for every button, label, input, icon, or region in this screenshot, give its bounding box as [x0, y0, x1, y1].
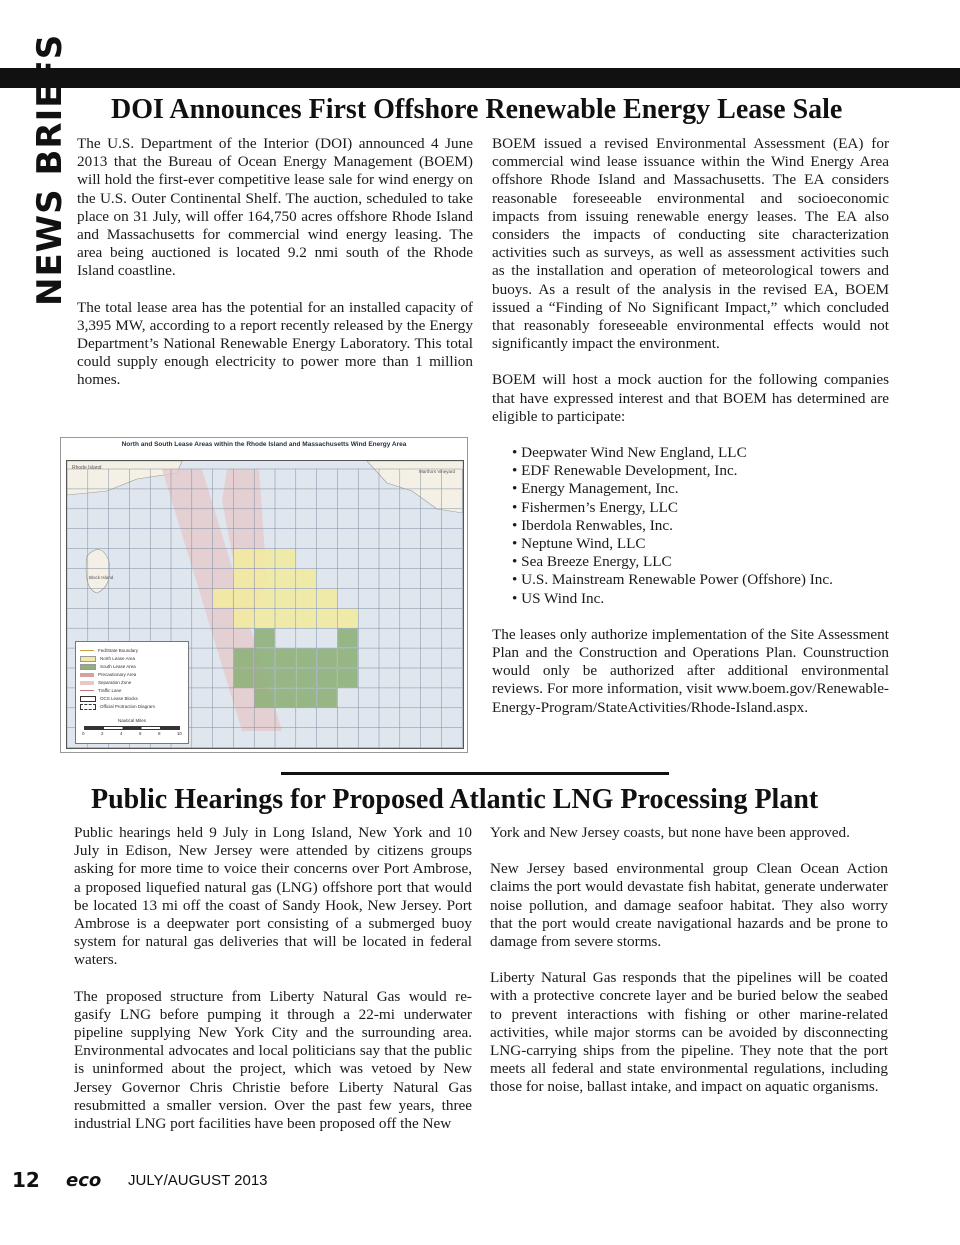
article1-paragraph-3: BOEM issued a revised Environmental Assessment (EA) for commercial wind lease issuance within the Wind Energy Area offshore Rhode Island and Massachusetts. The EA considers reasonable foreseeable environmental and socioeconomic impacts from issuing renewable energy leases. The EA also considers the impacts of conducting site characterization activities such as surveys, as well as assessment activities such as the installation and operation of meteorological towers and buoys. As a result of the analysis in the revised EA, BOEM issued a “Finding of No Significant Impact,” which concluded that reasonably foreseeable environmental effects would not significantly impact the environment.: [492, 135, 889, 353]
lease-block: [317, 609, 337, 628]
lease-block: [296, 589, 316, 608]
scale-tick: 2: [100, 731, 104, 736]
lease-block: [296, 609, 316, 628]
lease-block: [317, 649, 337, 668]
map-label-rhode-island: Rhode Island: [72, 465, 102, 471]
company-item: • Fishermen’s Energy, LLC: [512, 499, 889, 517]
legend-item: Official Protraction Diagram: [80, 704, 155, 710]
lease-block: [255, 549, 275, 568]
lease-block: [276, 569, 296, 588]
lease-block: [338, 609, 358, 628]
lease-block: [296, 569, 316, 588]
lease-block: [317, 669, 337, 688]
lease-block: [255, 589, 275, 608]
scale-tick: 0: [82, 731, 85, 736]
legend-item: OCS Lease Blocks: [80, 696, 138, 702]
scale-bar: [78, 726, 186, 736]
legend-item: Fed/State Boundary: [80, 648, 138, 653]
company-item: • Iberdola Renwables, Inc.: [512, 517, 889, 535]
lease-area-map: [60, 437, 468, 753]
legend-item: Traffic Lane: [80, 688, 122, 693]
company-item: • U.S. Mainstream Renewable Power (Offshore) Inc.: [512, 571, 889, 589]
article2-column-2: [490, 824, 888, 1115]
article2-paragraph-3: York and New Jersey coasts, but none have been approved.: [490, 824, 850, 841]
lease-block: [296, 649, 316, 668]
lease-block: [276, 649, 296, 668]
company-item: • Sea Breeze Energy, LLC: [512, 553, 889, 571]
scale-tick: 4: [119, 731, 123, 736]
article2-headline: Public Hearings for Proposed Atlantic LNG Processing Plant: [91, 784, 819, 815]
magazine-logo: eco: [66, 1170, 102, 1191]
issue-date: JULY/AUGUST 2013: [128, 1172, 268, 1189]
map-legend: [75, 641, 189, 744]
lease-block: [276, 669, 296, 688]
lease-block: [255, 669, 275, 688]
lease-block: [234, 589, 254, 608]
article1-column-2: [492, 135, 889, 735]
lease-block: [338, 649, 358, 668]
lease-block: [234, 569, 254, 588]
lease-block: [276, 609, 296, 628]
lease-block: [317, 688, 337, 707]
lease-block: [276, 549, 296, 568]
lease-block: [234, 669, 254, 688]
legend-item: North Lease Area: [80, 656, 135, 662]
lease-block: [276, 589, 296, 608]
scale-tick: 8: [157, 731, 161, 736]
lease-block: [317, 589, 337, 608]
lease-block: [255, 649, 275, 668]
lease-block: [255, 609, 275, 628]
lease-block: [234, 549, 254, 568]
scale-label: Nautical Miles: [117, 718, 146, 723]
lease-block: [213, 589, 233, 608]
lease-block: [234, 649, 254, 668]
legend-item: Precautionary Area: [80, 672, 136, 677]
article2-column-1: [74, 824, 472, 1151]
article-divider: [281, 772, 669, 775]
lease-block: [234, 609, 254, 628]
section-label: NEWS BRIEFS: [30, 34, 70, 307]
company-item: • EDF Renewable Development, Inc.: [512, 462, 889, 480]
article1-paragraph-1: The U.S. Department of the Interior (DOI) announced 4 June 2013 that the Bureau of Ocean Energy Management (BOEM) will hold the first-ever competitive lease sale for wind energy on the U.S. Outer Continental Shelf. The auction, scheduled to take place on 31 July, will offer 164,750 acres offshore Rhode Island and Massachusetts for commercial wind energy leasing. The area being auctioned is located 9.2 nmi south of the Rhode Island coastline.: [77, 135, 473, 280]
article1-headline: DOI Announces First Offshore Renewable Energy Lease Sale: [111, 94, 843, 125]
article2-paragraph-5: Liberty Natural Gas responds that the pipelines will be coated with a protective concrete layer and be buried below the seabed to prevent interactions with fishing or other marine-related activities, while major storms can be avoided by disconnecting LNG-carrying ships from the pipeline. They note that the port meets all federal and state environmental regulations, including those for noise, ballast intake, and impact on aquatic organisms.: [490, 969, 888, 1096]
company-item: • Neptune Wind, LLC: [512, 535, 889, 553]
article2-paragraph-4: New Jersey based environmental group Clean Ocean Action claims the port would devastate fish habitat, generate underwater noise pollution, and damage seafoor habitat. They also worry that the port would create navigational hazards and be prone to damage from severe storms.: [490, 860, 888, 951]
lease-block: [255, 569, 275, 588]
map-label-block-island: Block Island: [89, 575, 114, 580]
map-canvas: [66, 460, 464, 749]
article2-paragraph-2: The proposed structure from Liberty Natural Gas would re-gasify LNG before pumping it through a 22-mi underwater pipeline supplying New York City and the surrounding area. Environmental advocates and local politicians say that the public is uninformed about the project, which was vetoed by New Jersey Governor Chris Christie before Liberty Natural Gas resubmitted a smaller version. Over the past few years, three industrial LNG port facilities have been proposed off the New: [74, 987, 472, 1133]
map-label-marthas-vineyard: Martha's Vineyard: [419, 469, 456, 474]
article1-column-1: [77, 135, 473, 408]
scale-tick: 6: [138, 731, 142, 736]
lease-block: [255, 629, 275, 648]
lease-block: [296, 669, 316, 688]
company-item: • US Wind Inc.: [512, 590, 889, 608]
map-title: North and South Lease Areas within the Rhode Island and Massachusetts Wind Energy Area: [121, 441, 407, 448]
article2-paragraph-1: Public hearings held 9 July in Long Island, New York and 10 July in Edison, New Jersey were attended by citizens groups asking for more time to voice their concerns over Port Ambrose, a proposed liquefied natural gas (LNG) offshore port that would be located 13 mi off the coast of Sandy Hook, New Jersey. Port Ambrose is a deepwater port consisting of a submerged buoy system for natural gas deliveries that will be located in federal waters.: [74, 824, 472, 969]
company-list: [512, 444, 889, 608]
legend-item: Separation Zone: [80, 680, 131, 685]
article1-paragraph-2: The total lease area has the potential for an installed capacity of 3,395 MW, according to a report recently released by the Energy Department’s National Renewable Energy Laboratory. This total could supply enough electricity to power more than 1 million homes.: [77, 298, 473, 389]
lease-block: [255, 688, 275, 707]
header-bar: [0, 68, 960, 88]
scale-tick: 10: [176, 731, 182, 736]
lease-block: [338, 669, 358, 688]
lease-block: [338, 629, 358, 648]
legend-item: South Lease Area: [80, 664, 136, 670]
page-number: 12: [12, 1168, 40, 1192]
article1-paragraph-5: The leases only authorize implementation of the Site Assessment Plan and the Construction and Operations Plan. Counstruction would only be authorized after additional environmental reviews. For more information, visit www.boem.gov/Renewable-Energy-Program/StateActivities/Rhode-Island.aspx.: [492, 625, 889, 716]
article1-paragraph-4: BOEM will host a mock auction for the following companies that have expressed interest and that BOEM has determined are eligible to participate:: [492, 371, 889, 425]
lease-block: [296, 688, 316, 707]
lease-block: [276, 688, 296, 707]
company-item: • Deepwater Wind New England, LLC: [512, 444, 889, 462]
company-item: • Energy Management, Inc.: [512, 480, 889, 498]
